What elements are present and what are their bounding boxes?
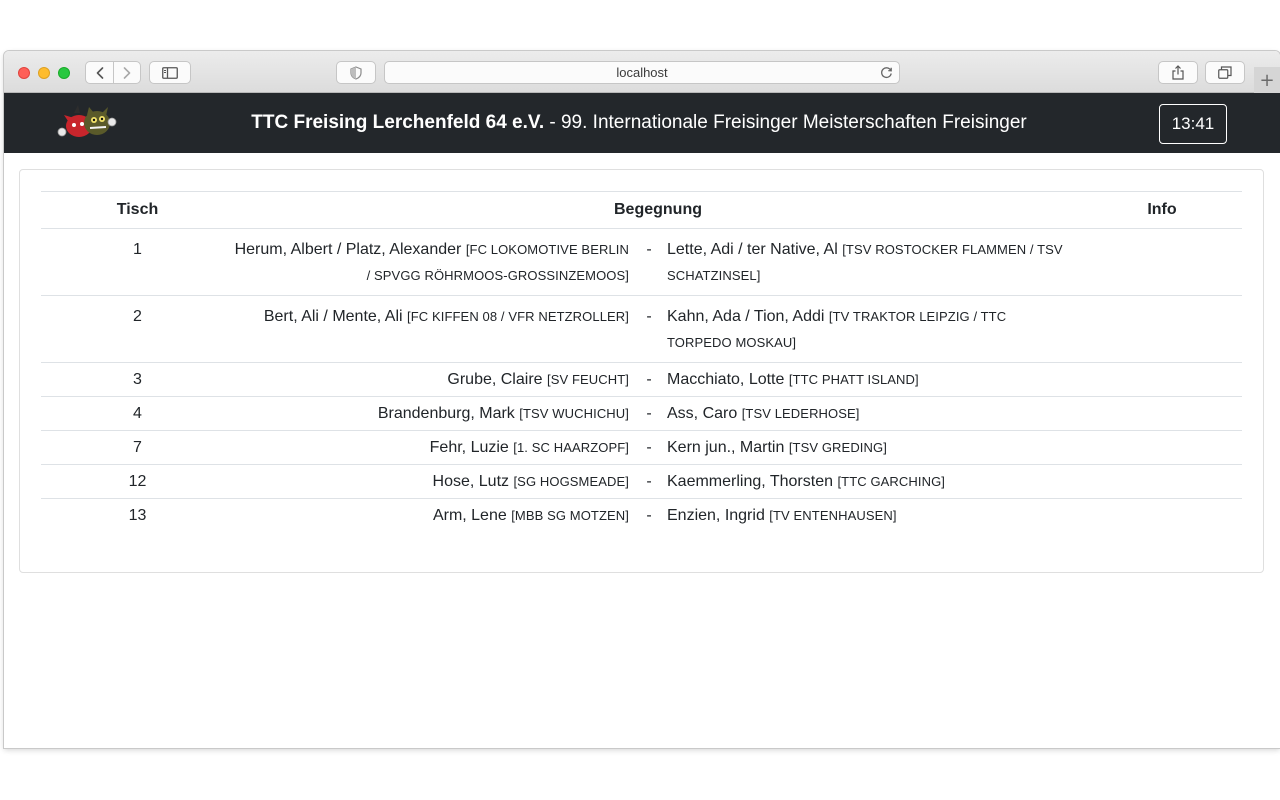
match-info — [1082, 296, 1242, 363]
privacy-report-button[interactable] — [336, 61, 376, 84]
tab-overview-button[interactable] — [1205, 61, 1245, 84]
home-players: Grube, Claire — [447, 371, 543, 388]
match-info — [1082, 363, 1242, 397]
table-row[interactable] — [41, 465, 1242, 499]
minimize-window-button[interactable] — [38, 67, 50, 79]
away-side — [664, 296, 1082, 363]
away-side — [664, 397, 1082, 431]
home-clubs: [TSV WUCHICHU] — [519, 406, 629, 421]
match-info — [1082, 499, 1242, 533]
away-side — [664, 431, 1082, 465]
home-players: Bert, Ali / Mente, Ali — [263, 308, 403, 325]
home-clubs: [SG HOGSMEADE] — [513, 474, 629, 489]
address-bar[interactable] — [384, 61, 900, 84]
away-clubs: [TSV LEDERHOSE] — [741, 406, 860, 421]
home-side — [234, 499, 634, 533]
page-content — [4, 93, 1280, 748]
versus-separator: - — [634, 397, 664, 431]
away-side — [664, 229, 1082, 296]
browser-window — [4, 51, 1280, 748]
away-clubs: [TV ENTENHAUSEN] — [769, 508, 897, 523]
sidebar-toggle-button[interactable] — [149, 61, 191, 84]
home-players: Hose, Lutz — [432, 473, 510, 490]
table-row[interactable] — [41, 431, 1242, 465]
table-row[interactable] — [41, 397, 1242, 431]
versus-separator: - — [634, 431, 664, 465]
chevron-right-icon — [123, 67, 131, 79]
table-number: 13 — [41, 499, 234, 533]
forward-button[interactable] — [113, 62, 140, 83]
column-header-info: Info — [1082, 192, 1242, 229]
close-window-button[interactable] — [18, 67, 30, 79]
away-players: Kern jun., Martin — [667, 439, 785, 456]
table-number: 2 — [41, 296, 234, 363]
matches-card — [19, 169, 1264, 573]
table-number: 1 — [133, 241, 142, 258]
away-players: Kahn, Ada / Tion, Addi — [667, 308, 825, 325]
url-text: localhost — [616, 65, 668, 80]
away-players: Macchiato, Lotte — [667, 371, 785, 388]
away-clubs: [TV TRAKTOR LEIPZIG / TTC TORPEDO MOSKAU] — [667, 309, 1007, 350]
versus-separator: - — [634, 296, 664, 363]
versus-separator: - — [634, 465, 664, 499]
home-players: Arm, Lene — [432, 507, 507, 524]
home-players: Herum, Albert / Platz, Alexander — [234, 241, 462, 258]
share-button[interactable] — [1158, 61, 1198, 84]
versus-separator: - — [646, 241, 652, 258]
away-players: Ass, Caro — [667, 405, 738, 422]
away-players: Enzien, Ingrid — [667, 507, 765, 524]
home-clubs: [FC KIFFEN 08 / VFR NETZROLLER] — [407, 309, 629, 324]
home-clubs: [FC LOKOMOTIVE BERLIN / SPVGG RÖHRMOOS-GROSSINZEMOOS] — [366, 242, 629, 283]
table-number: 7 — [41, 431, 234, 465]
tabs-icon — [1218, 66, 1232, 79]
clock-badge: 13:41 — [1159, 104, 1227, 144]
table-row[interactable] — [41, 499, 1242, 533]
table-row[interactable] — [41, 229, 1242, 296]
match-info — [1082, 397, 1242, 431]
away-side — [664, 363, 1082, 397]
home-players: Brandenburg, Mark — [377, 405, 515, 422]
home-side — [234, 296, 634, 363]
home-clubs: [1. SC HAARZOPF] — [513, 440, 629, 455]
table-number: 12 — [41, 465, 234, 499]
shield-icon — [350, 66, 362, 80]
zoom-window-button[interactable] — [58, 67, 70, 79]
history-navigation — [85, 61, 141, 84]
versus-separator: - — [634, 363, 664, 397]
table-number: 3 — [41, 363, 234, 397]
table-header-row — [41, 192, 1242, 229]
new-tab-button[interactable] — [1254, 67, 1280, 93]
plus-icon: + — [1259, 69, 1275, 91]
event-name: - 99. Internationale Freisinger Meisterschaften Freisinger — [544, 112, 1027, 133]
reload-icon[interactable] — [880, 66, 893, 79]
home-side — [234, 229, 634, 296]
home-clubs: [SV FEUCHT] — [547, 372, 629, 387]
table-row[interactable] — [41, 296, 1242, 363]
home-side — [234, 363, 634, 397]
away-clubs: [TSV ROSTOCKER FLAMMEN / TSV SCHATZINSEL] — [667, 242, 1063, 283]
browser-toolbar — [4, 51, 1280, 93]
chevron-left-icon — [96, 67, 104, 79]
column-header-begegnung: Begegnung — [234, 192, 1082, 229]
back-button[interactable] — [86, 62, 113, 83]
column-header-tisch: Tisch — [41, 192, 234, 229]
home-side — [234, 431, 634, 465]
away-side — [664, 465, 1082, 499]
page-title — [134, 93, 1144, 153]
away-clubs: [TTC GARCHING] — [837, 474, 946, 489]
sidebar-icon — [162, 67, 178, 79]
away-side — [664, 499, 1082, 533]
match-info — [1082, 465, 1242, 499]
home-side — [234, 397, 634, 431]
table-number: 4 — [41, 397, 234, 431]
table-row[interactable] — [41, 363, 1242, 397]
match-info — [1082, 431, 1242, 465]
match-info — [1082, 229, 1242, 296]
away-players: Lette, Adi / ter Native, Al — [667, 241, 838, 258]
home-side — [234, 465, 634, 499]
matches-table — [41, 191, 1242, 532]
club-name: TTC Freising Lerchenfeld 64 e.V. — [251, 112, 545, 133]
away-clubs: [TTC PHATT ISLAND] — [788, 372, 919, 387]
top-navbar — [4, 93, 1280, 153]
club-logo[interactable] — [54, 101, 118, 143]
away-players: Kaemmerling, Thorsten — [667, 473, 833, 490]
home-players: Fehr, Luzie — [429, 439, 509, 456]
away-clubs: [TSV GREDING] — [788, 440, 887, 455]
versus-separator: - — [634, 499, 664, 533]
share-icon — [1172, 65, 1184, 80]
home-clubs: [MBB SG MOTZEN] — [511, 508, 629, 523]
